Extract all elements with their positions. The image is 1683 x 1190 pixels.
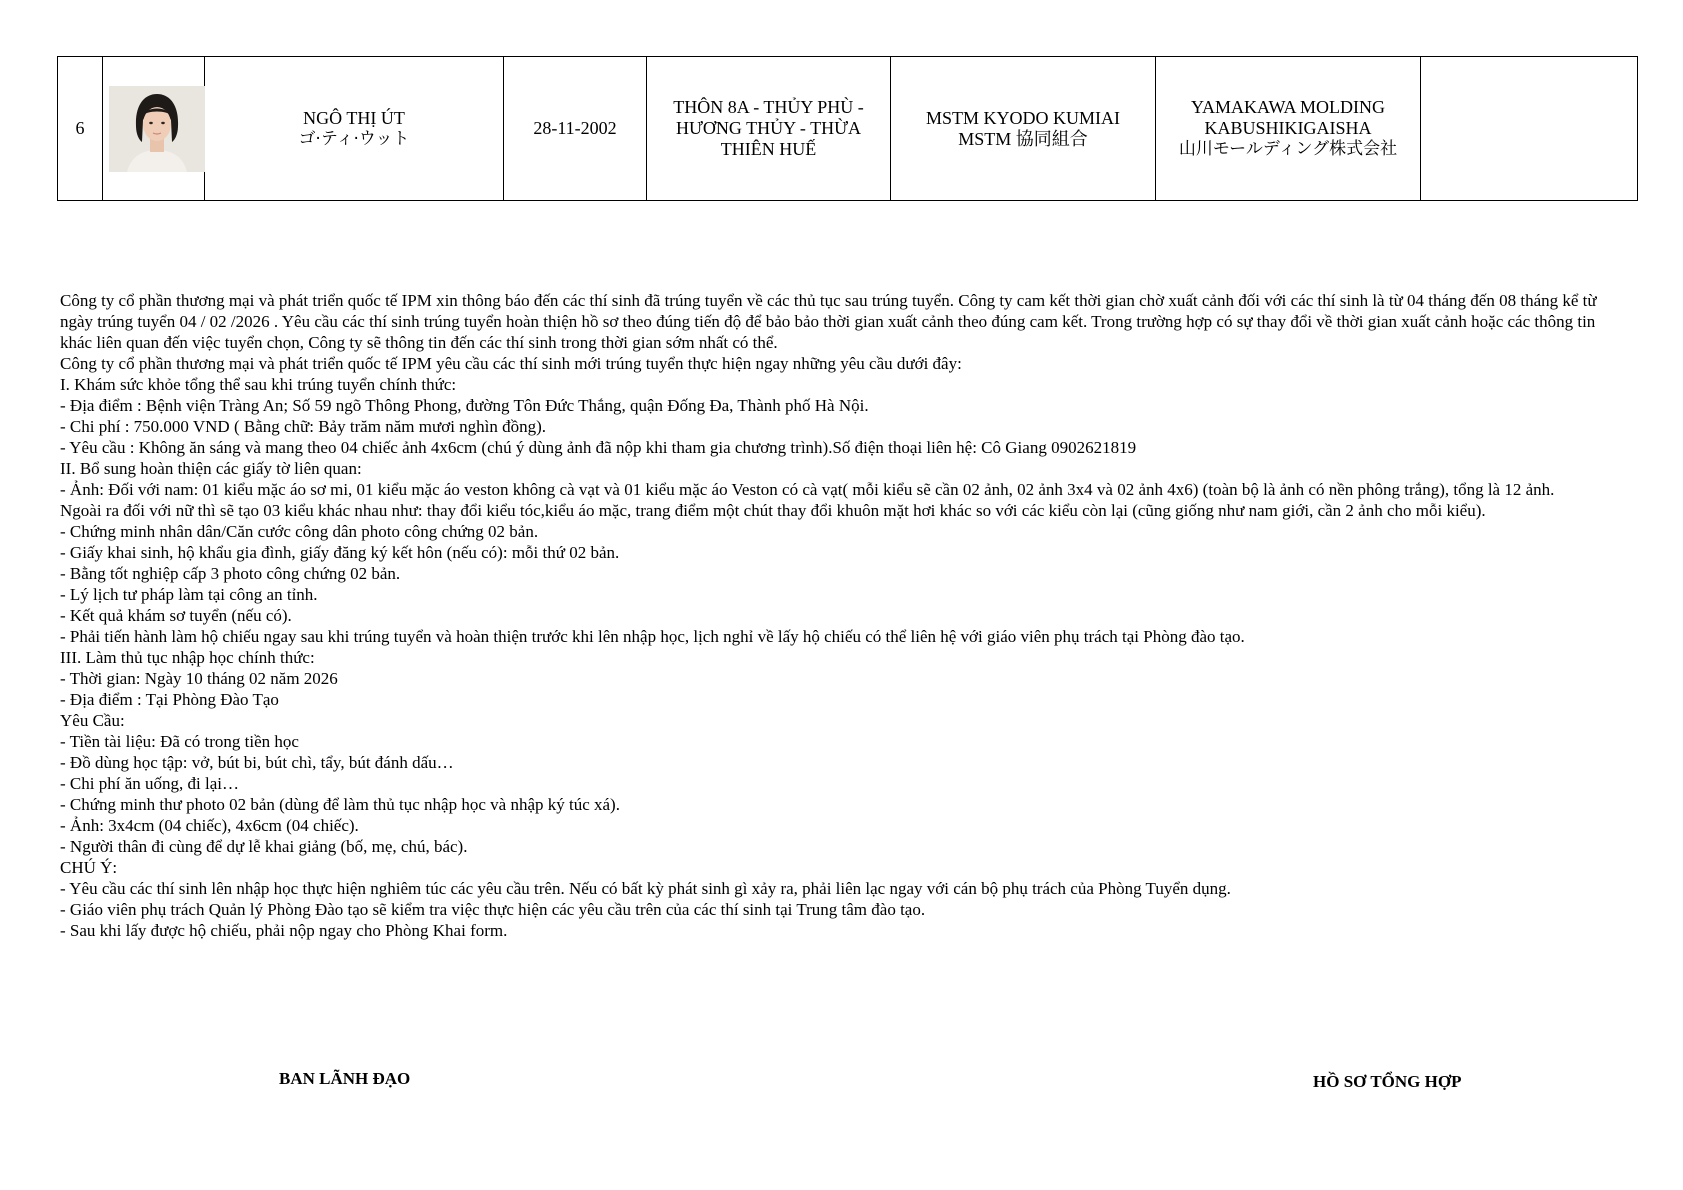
notice-paragraph: Công ty cổ phần thương mại và phát triển quốc tế IPM xin thông báo đến các thí sinh đã trúng tuyển về các thủ tục sau trúng tuyển. Công ty cam kết thời gian chờ xuất cảnh đối với các thí sinh là từ 04 tháng đến 08 tháng kể từ ngày trúng tuyển 04 / 02 /2026 . Yêu cầu các thí sinh trúng tuyển hoàn thiện hồ sơ theo đúng tiến độ để bảo bảo thời gian xuất cảnh theo đúng cam kết. Trong trường hợp có sự thay đổi về thời gian xuất cảnh hoặc các thông tin khác liên quan đến việc tuyển chọn, Công ty sẽ thông tin đến các thí sinh trong thời gian sớm nhất có thể. xyxy=(60,291,1597,352)
candidate-name-jp: ゴ·ティ·ウット xyxy=(298,128,410,149)
section-heading: I. Khám sức khỏe tổng thể sau khi trúng tuyển chính thức: xyxy=(60,375,457,394)
notice-item: - Giáo viên phụ trách Quản lý Phòng Đào tạo sẽ kiểm tra việc thực hiện các yêu cầu trên của các thí sinh tại Trung tâm đào tạo. xyxy=(60,900,926,919)
section-heading: III. Làm thủ tục nhập học chính thức: xyxy=(60,648,315,667)
notice-item: - Chi phí : 750.000 VND ( Bằng chữ: Bảy trăm năm mươi nghìn đồng). xyxy=(60,417,547,436)
company-name: YAMAKAWA MOLDING KABUSHIKIGAISHA xyxy=(1190,97,1386,138)
notice-item: - Giấy khai sinh, hộ khẩu gia đình, giấy đăng ký kết hôn (nếu có): mỗi thứ 02 bản. xyxy=(60,543,620,562)
address-cell: THÔN 8A - THỦY PHÙ - HƯƠNG THỦY - THỪA THIÊN HUẾ xyxy=(647,57,891,201)
candidate-table xyxy=(57,56,1638,201)
company-cell xyxy=(1156,57,1421,201)
company-name-jp: 山川モールディング株式会社 xyxy=(1178,139,1398,159)
signature-left: BAN LÃNH ĐẠO xyxy=(279,1069,411,1088)
notice-body xyxy=(60,290,1630,941)
dob-cell: 28-11-2002 xyxy=(504,57,647,201)
name-cell xyxy=(205,57,504,201)
notice-item: - Đồ dùng học tập: vở, bút bi, bút chì, tẩy, bút đánh dấu… xyxy=(60,753,454,772)
candidate-photo xyxy=(109,86,205,172)
signature-right: HỒ SƠ TỔNG HỢP xyxy=(1313,1072,1462,1091)
table-row xyxy=(58,57,1638,201)
union-cell xyxy=(891,57,1156,201)
section-heading: Yêu Cầu: xyxy=(60,711,125,730)
section-heading: II. Bổ sung hoàn thiện các giấy tờ liên quan: xyxy=(60,459,362,478)
notice-paragraph: Công ty cổ phần thương mại và phát triển quốc tế IPM yêu cầu các thí sinh mới trúng tuyển thực hiện ngay những yêu cầu dưới đây: xyxy=(60,354,962,373)
section-heading: CHÚ Ý: xyxy=(60,858,118,877)
notice-item: - Chứng minh nhân dân/Căn cước công dân photo công chứng 02 bản. xyxy=(60,522,539,541)
notice-item: - Tiền tài liệu: Đã có trong tiền học xyxy=(60,732,299,751)
notice-item: - Thời gian: Ngày 10 tháng 02 năm 2026 xyxy=(60,669,338,688)
notice-item: - Kết quả khám sơ tuyển (nếu có). xyxy=(60,606,292,625)
photo-cell xyxy=(103,57,205,201)
union-name: MSTM KYODO KUMIAI xyxy=(925,107,1120,128)
notice-item: - Địa điểm : Bệnh viện Tràng An; Số 59 ngõ Thông Phong, đường Tôn Đức Thắng, quận Đống Đa, Thành phố Hà Nội. xyxy=(60,396,869,415)
notice-item: - Ảnh: 3x4cm (04 chiếc), 4x6cm (04 chiếc). xyxy=(60,816,359,835)
notice-item: Ngoài ra đối với nữ thì sẽ tạo 03 kiểu khác nhau như: thay đổi kiểu tóc,kiểu áo mặc, trang điểm một chút thay đổi khuôn mặt hơi khác so với các kiểu còn lại (cũng giống như nam giới, cần 2 ảnh cho mỗi kiểu). xyxy=(60,501,1486,520)
row-index: 6 xyxy=(58,57,103,201)
notice-item: - Ảnh: Đối với nam: 01 kiểu mặc áo sơ mi, 01 kiểu mặc áo veston không cà vạt và 01 kiểu mặc áo Veston có cà vạt( mỗi kiểu sẽ cần 02 ảnh, 02 ảnh 3x4 và 02 ảnh 4x6) (toàn bộ là ảnh có nền phông trắng), tổng là 12 ảnh. xyxy=(60,480,1555,499)
notice-item: - Yêu cầu các thí sinh lên nhập học thực hiện nghiêm túc các yêu cầu trên. Nếu có bất kỳ phát sinh gì xảy ra, phải liên lạc ngay với cán bộ phụ trách của Phòng Tuyển dụng. xyxy=(60,879,1231,898)
union-name-jp: MSTM 協同組合 xyxy=(958,128,1088,149)
notice-item: - Phải tiến hành làm hộ chiếu ngay sau khi trúng tuyển và hoàn thiện trước khi lên nhập học, lịch nghỉ về lấy hộ chiếu có thể liên hệ với giáo viên phụ trách tại Phòng đào tạo. xyxy=(60,627,1245,646)
notice-item: - Địa điểm : Tại Phòng Đào Tạo xyxy=(60,690,279,709)
notice-item: - Lý lịch tư pháp làm tại công an tỉnh. xyxy=(60,585,318,604)
candidate-name-vi: NGÔ THỊ ÚT xyxy=(303,107,405,128)
notice-item: - Người thân đi cùng để dự lễ khai giảng (bố, mẹ, chú, bác). xyxy=(60,837,468,856)
notice-item: - Chứng minh thư photo 02 bản (dùng để làm thủ tục nhập học và nhập ký túc xá). xyxy=(60,795,620,814)
notice-item: - Chi phí ăn uống, đi lại… xyxy=(60,774,239,793)
notice-item: - Sau khi lấy được hộ chiếu, phải nộp ngay cho Phòng Khai form. xyxy=(60,921,508,940)
notice-item: - Yêu cầu : Không ăn sáng và mang theo 04 chiếc ảnh 4x6cm (chú ý dùng ảnh đã nộp khi tham gia chương trình).Số điện thoại liên hệ: Cô Giang 0902621819 xyxy=(60,438,1137,457)
notice-item: - Bằng tốt nghiệp cấp 3 photo công chứng 02 bản. xyxy=(60,564,401,583)
note-cell xyxy=(1421,57,1638,201)
